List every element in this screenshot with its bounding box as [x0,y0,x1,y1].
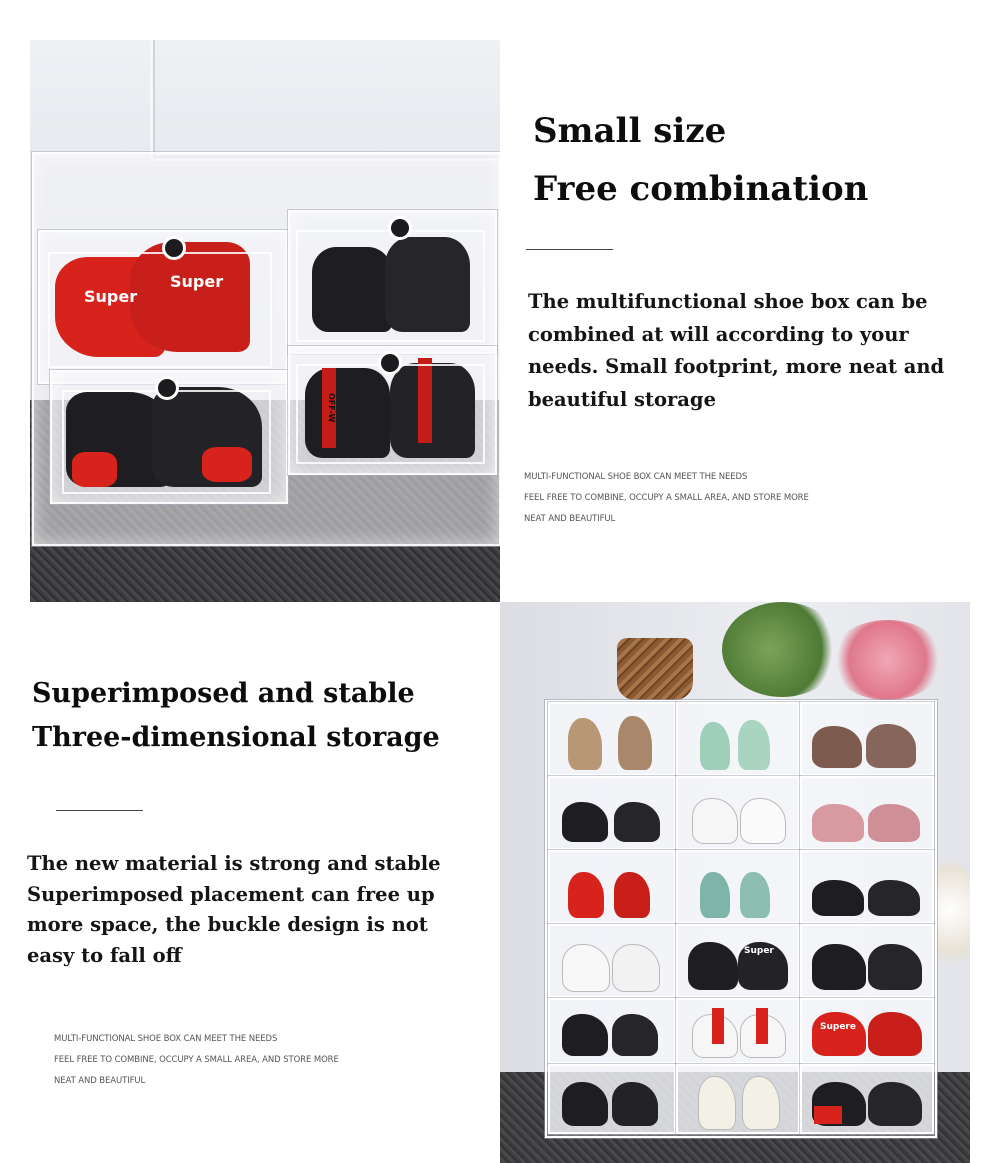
shoe-strap [712,1008,724,1044]
mint-shoe [738,720,770,770]
caption-line: MULTI-FUNCTIONAL SHOE BOX CAN MEET THE NEEDS [54,1034,278,1044]
white-sneaker [562,944,610,992]
canvas-shoe [698,1076,736,1130]
white-sneaker [692,798,738,844]
shoe-box [676,850,800,924]
box-door [48,252,272,368]
caption-line: FEEL FREE TO COMBINE, OCCUPY A SMALL AREA, AND STORE MORE [524,493,809,503]
section-1-caption [524,467,809,530]
description-line: The multifunctional shoe box can be [528,290,928,313]
box-door [62,390,271,494]
description-line: more space, the buckle design is not [27,913,428,936]
heading-line: Three-dimensional storage [32,722,440,753]
black-flat [812,880,864,916]
pink-slipper [868,804,920,842]
shoe-box [288,210,497,354]
shoe-box [800,998,934,1064]
shoe-box [800,924,934,998]
shoe-box [676,924,800,998]
shoe-box [800,1064,934,1134]
shoe-box [50,370,288,504]
red-heel [614,872,650,918]
white-sneaker [740,798,786,844]
pink-flowers [830,620,945,700]
divider [526,249,613,250]
pink-slipper [812,804,864,842]
brown-sneaker [866,724,916,768]
black-sneaker [868,944,922,990]
black-shoe [562,1014,608,1056]
description-line: easy to fall off [27,943,182,967]
door-handle-hole [388,216,412,240]
brown-sneaker [812,726,862,768]
mint-shoe [700,722,730,770]
shoe-box [676,998,800,1064]
shoe-box [548,1064,676,1134]
description-line: beautiful storage [528,387,716,411]
description-line: needs. Small footprint, more neat and [528,355,945,378]
shoe-box [548,776,676,850]
shoe-box [288,346,497,475]
shoe-box [38,230,288,384]
box-door [296,230,485,342]
nude-heel [618,716,652,770]
shoe-box [548,850,676,924]
section-2-heading [32,672,482,760]
canvas-shoe [742,1076,780,1130]
caption-line: NEAT AND BEAUTIFUL [54,1076,146,1086]
caption-line: MULTI-FUNCTIONAL SHOE BOX CAN MEET THE NEEDS [524,472,748,482]
wicker-basket [617,638,693,700]
black-shoe [612,1082,658,1126]
caption-line: FEEL FREE TO COMBINE, OCCUPY A SMALL AREA, AND STORE MORE [54,1055,339,1065]
shoe-box [548,998,676,1064]
box-door [296,364,485,464]
heading-line: Small size [533,111,727,151]
shoe-box [800,702,934,776]
black-loafer [614,802,660,842]
caption-line: NEAT AND BEAUTIFUL [524,514,616,524]
shoe-strap: OFF-W [322,368,336,448]
red-heel [814,1106,842,1124]
shoe-box [548,924,676,998]
black-shoe [868,1082,922,1126]
shoe-logo: Super [84,287,138,306]
teal-heel [700,872,730,918]
door-handle-hole [378,351,402,375]
shoe-box [800,850,934,924]
shoe-box [676,776,800,850]
black-shoe [562,1082,608,1126]
shoe-box [676,1064,800,1134]
section-1-heading [533,102,973,218]
section-1-description [528,286,988,416]
heading-line: Free combination [533,169,869,209]
heading-line: Superimposed and stable [32,678,415,709]
black-flat [868,880,920,916]
door-handle-hole [155,376,179,400]
shoe-box [800,776,934,850]
section-2-description [27,849,492,971]
teal-heel [740,872,770,918]
divider [56,810,143,811]
black-shoe [612,1014,658,1056]
description-line: combined at will according to your [528,322,909,346]
shoe-logo: Super [170,272,224,291]
black-sneaker [812,944,866,990]
wall-panel [150,40,500,161]
red-sneaker [868,1012,922,1056]
shoe-strap [756,1008,768,1044]
black-loafer [562,802,608,842]
red-sneaker [812,1012,866,1056]
nude-heel [568,718,602,770]
shoe-logo: Super [744,946,774,956]
shoe-box [676,702,800,776]
shoe-logo: Supere [820,1022,856,1032]
description-line: Superimposed placement can free up [27,882,435,906]
product-photo-stacked-boxes [30,40,500,602]
plant-leaves [722,602,842,697]
door-handle-hole [162,236,186,260]
section-2-caption [54,1029,339,1092]
description-line: The new material is strong and stable [27,852,441,875]
black-sneaker [688,942,738,990]
product-photo-shoe-tower [500,602,970,1163]
red-heel [568,872,604,918]
shoe-box [548,702,676,776]
white-sneaker [612,944,660,992]
